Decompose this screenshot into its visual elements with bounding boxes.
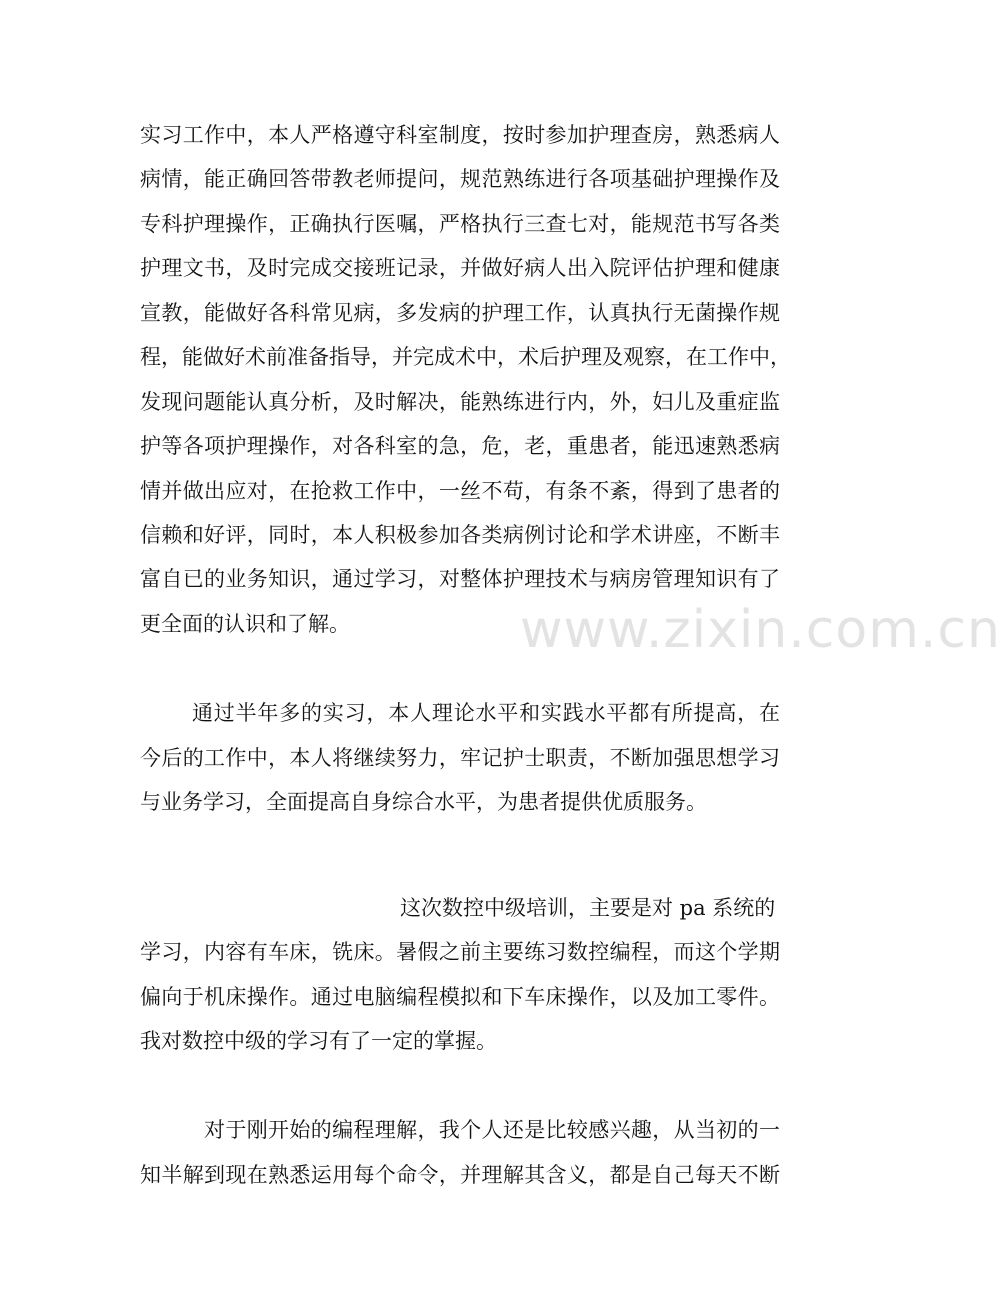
text-line: 知半解到现在熟悉运用每个命令，并理解其含义，都是自己每天不断 bbox=[140, 1163, 780, 1187]
text-line: 对于刚开始的编程理解，我个人还是比较感兴趣，从当初的一 bbox=[204, 1118, 780, 1142]
text-line: 富自已的业务知识，通过学习，对整体护理技术与病房管理知识有了 bbox=[140, 567, 780, 591]
text-line: 更全面的认识和了解。 bbox=[140, 612, 350, 636]
text-line: 宣教，能做好各科常见病，多发病的护理工作，认真执行无菌操作规 bbox=[140, 301, 780, 325]
text-line: 信赖和好评，同时，本人积极参加各类病例讨论和学术讲座，不断丰 bbox=[140, 523, 780, 547]
text-line: 程，能做好术前准备指导，并完成术中，术后护理及观察，在工作中， bbox=[140, 345, 791, 369]
text-line: 护等各项护理操作，对各科室的急，危，老，重患者，能迅速熟悉病 bbox=[140, 434, 780, 458]
text-line: 偏向于机床操作。通过电脑编程模拟和下车床操作，以及加工零件。 bbox=[140, 985, 780, 1009]
text-line: 今后的工作中，本人将继续努力，牢记护士职责，不断加强思想学习 bbox=[140, 746, 780, 770]
text-line: 护理文书，及时完成交接班记录，并做好病人出入院评估护理和健康 bbox=[140, 256, 780, 280]
text-line: 学习，内容有车床，铣床。暑假之前主要练习数控编程，而这个学期 bbox=[140, 940, 780, 964]
watermark-text: www.zixin.com.cn bbox=[520, 600, 1001, 660]
text-line: 通过半年多的实习，本人理论水平和实践水平都有所提高，在 bbox=[192, 701, 780, 725]
text-line: 与业务学习，全面提高自身综合水平，为患者提供优质服务。 bbox=[140, 790, 707, 814]
text-line: 发现问题能认真分析，及时解决，能熟练进行内，外，妇儿及重症监 bbox=[140, 390, 780, 414]
text-line: 这次数控中级培训，主要是对 pa 系统的 bbox=[400, 896, 776, 920]
text-line: 情并做出应对，在抢救工作中，一丝不苟，有条不紊，得到了患者的 bbox=[140, 479, 780, 503]
text-line: 实习工作中，本人严格遵守科室制度，按时参加护理查房，熟悉病人 bbox=[140, 123, 780, 147]
text-line: 我对数控中级的学习有了一定的掌握。 bbox=[140, 1029, 497, 1053]
text-line: 专科护理操作，正确执行医嘱，严格执行三查七对，能规范书写各类 bbox=[140, 212, 780, 236]
text-line: 病情，能正确回答带教老师提问，规范熟练进行各项基础护理操作及 bbox=[140, 167, 780, 191]
